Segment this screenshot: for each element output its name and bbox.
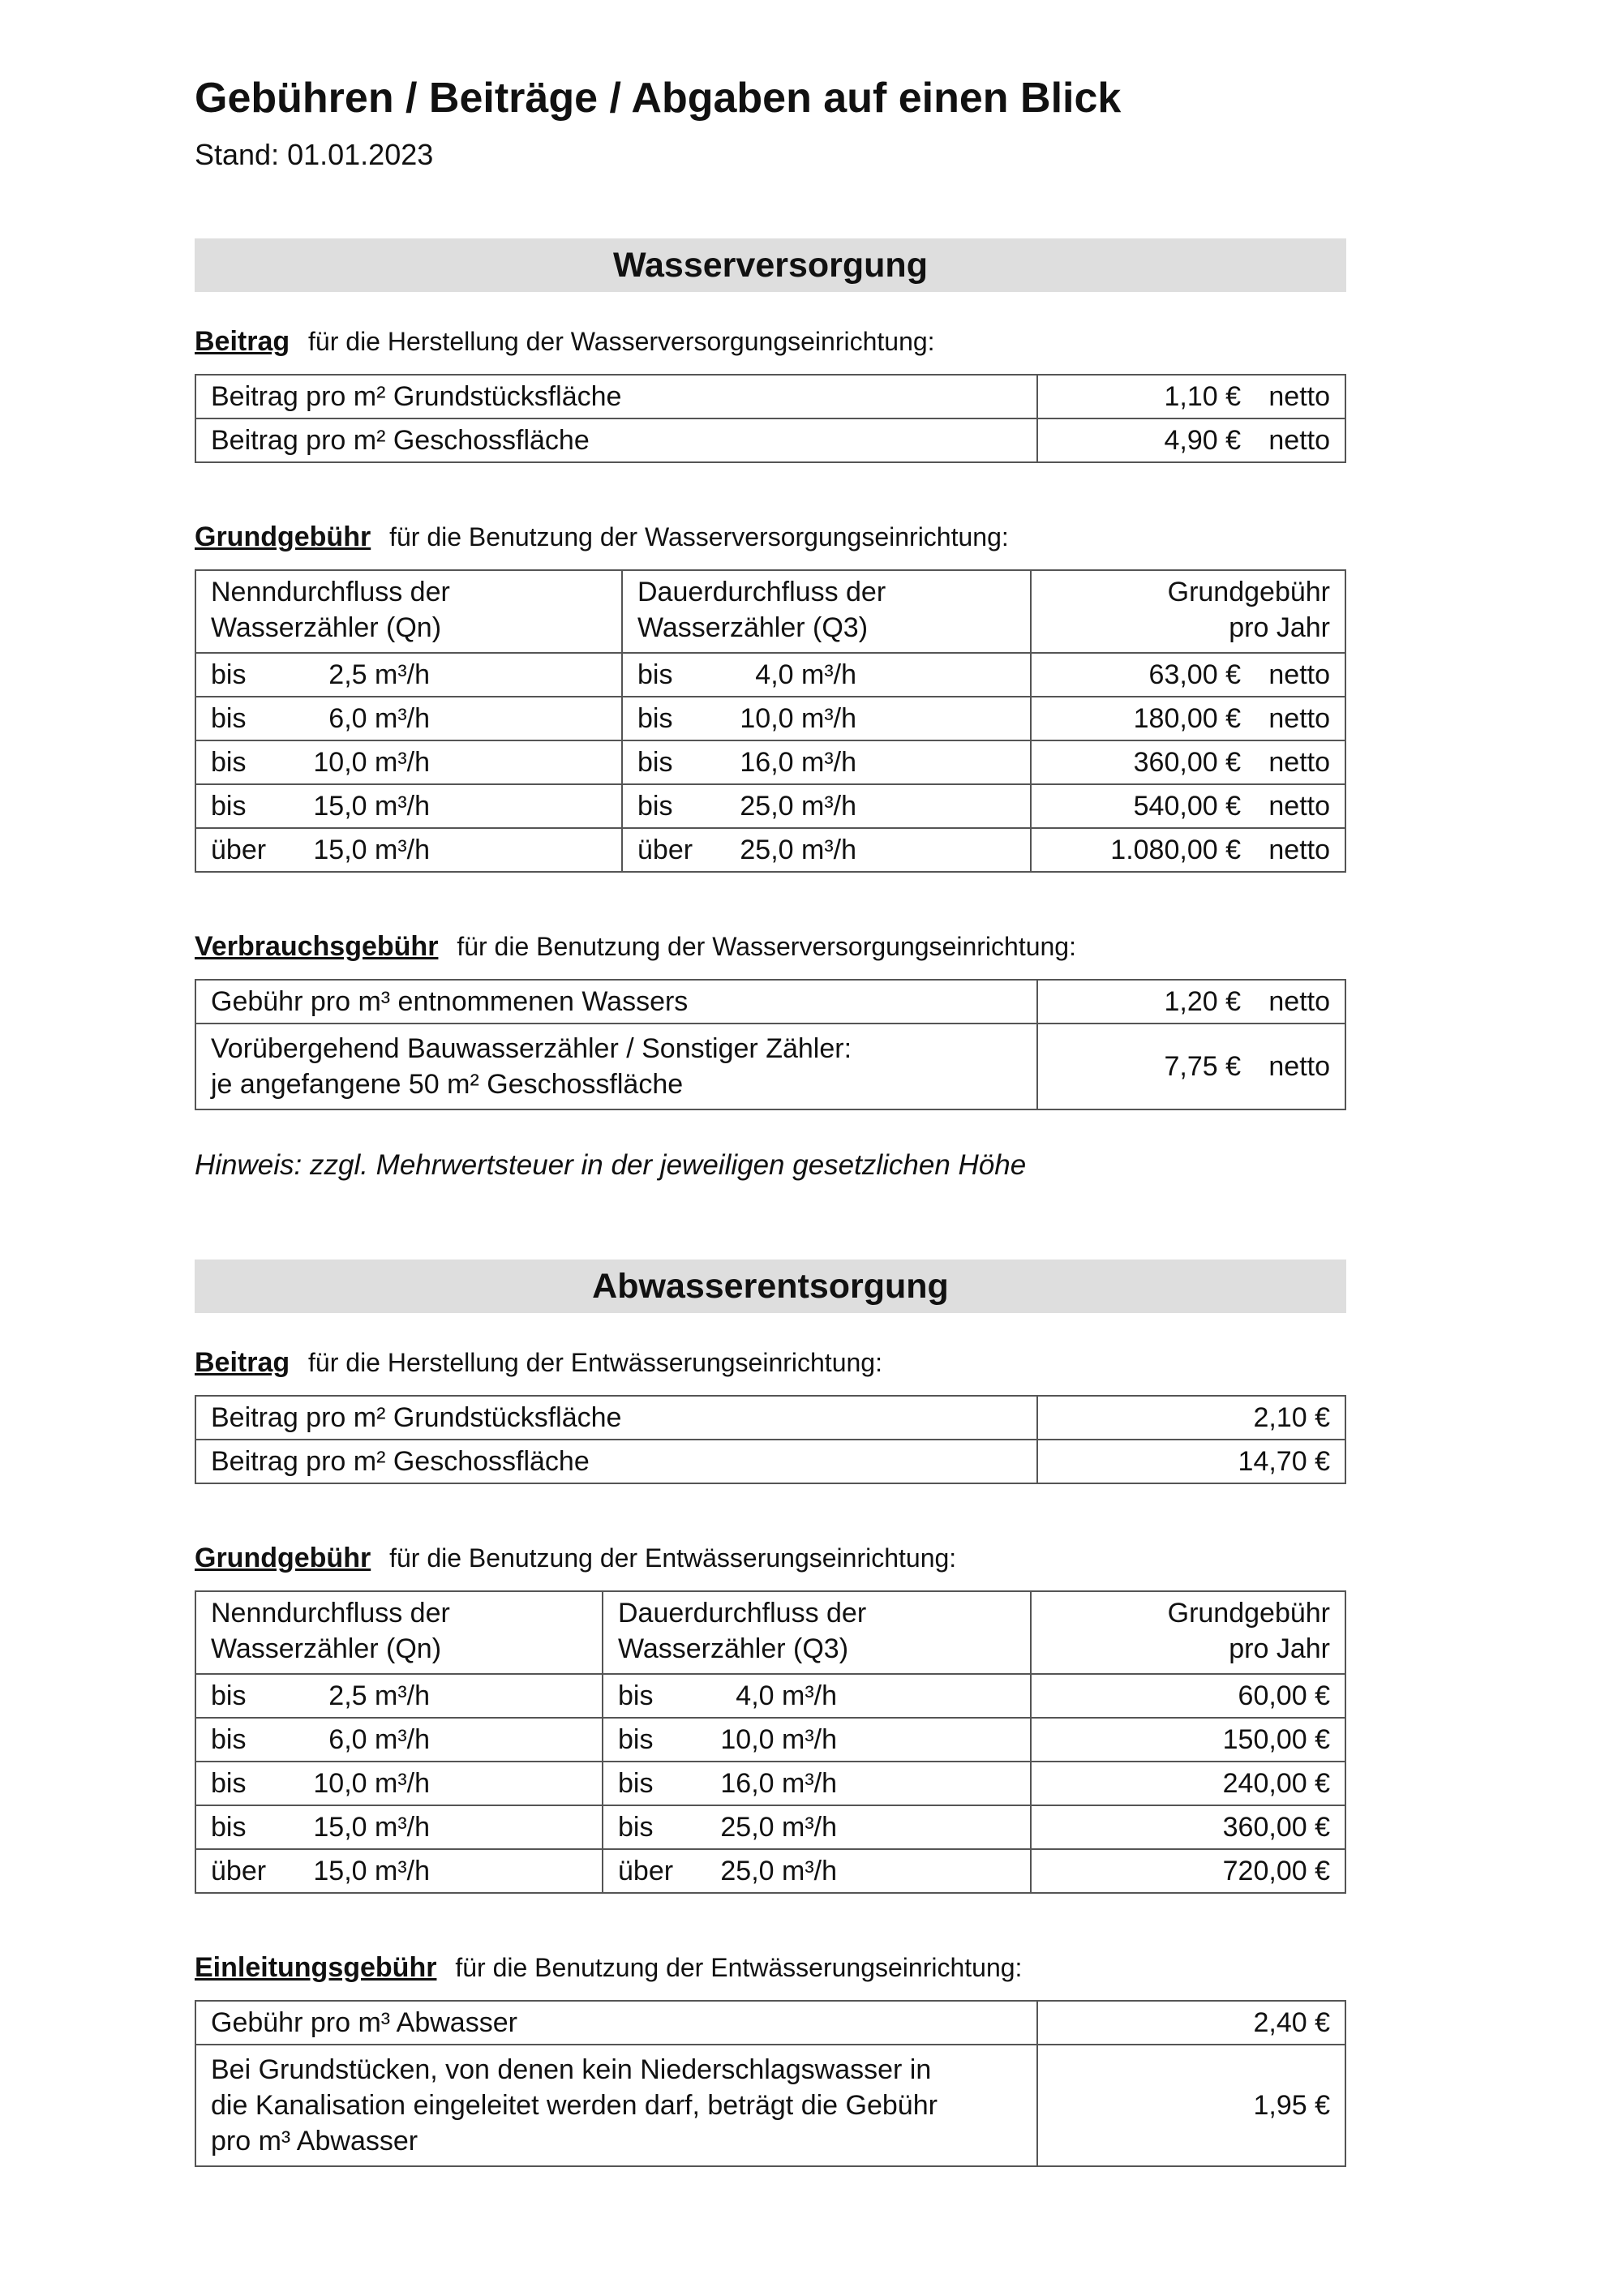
q3-cell — [603, 1762, 1031, 1805]
row-label: Beitrag pro m² Grundstücksfläche — [195, 375, 1037, 418]
water-grund-key: Grundgebühr — [195, 521, 371, 553]
row-amount-cell — [1037, 980, 1345, 1024]
document-page — [195, 73, 1346, 2167]
header-line: Nenndurchfluss der — [211, 1598, 450, 1629]
amount: 150,00 € — [1031, 1718, 1345, 1762]
range-value: 25,0 m³/h — [740, 790, 856, 822]
range-value: 15,0 m³/h — [313, 834, 430, 865]
amount: 240,00 € — [1031, 1762, 1345, 1805]
water-beitrag-key: Beitrag — [195, 326, 290, 358]
range-value: 2,5 m³/h — [328, 659, 430, 690]
range-value: 2,5 m³/h — [328, 1680, 430, 1711]
q3-cell — [622, 828, 1031, 872]
range-word: bis — [618, 1811, 654, 1843]
table-row — [195, 1440, 1345, 1483]
netto-label: netto — [1268, 790, 1330, 822]
range-word: bis — [618, 1723, 654, 1755]
label-line: pro m³ Abwasser — [211, 2126, 418, 2157]
section-heading-abwasserentsorgung: Abwasserentsorgung — [195, 1260, 1346, 1313]
table-row — [195, 980, 1345, 1024]
column-header-grundgebuehr — [1031, 570, 1345, 653]
water-beitrag-intro — [195, 326, 1346, 358]
qn-cell — [195, 697, 622, 740]
range-word: bis — [211, 790, 247, 822]
amount: 60,00 € — [1031, 1674, 1345, 1718]
range-value: 16,0 m³/h — [720, 1767, 837, 1799]
amount: 180,00 € — [1133, 702, 1241, 734]
header-line: Wasserzähler (Q3) — [637, 612, 869, 644]
amount: 1,20 € — [1164, 985, 1241, 1017]
range-word: bis — [211, 702, 247, 734]
table-row — [195, 1762, 1345, 1805]
q3-cell — [603, 1805, 1031, 1849]
amount: 2,10 € — [1037, 1396, 1345, 1440]
label-line: Bei Grundstücken, von denen kein Niederschlagswasser in — [211, 2054, 932, 2086]
sewage-grund-key: Grundgebühr — [195, 1543, 371, 1574]
range-word: bis — [637, 790, 673, 822]
header-line: Wasserzähler (Q3) — [618, 1633, 849, 1665]
page-title: Gebühren / Beiträge / Abgaben auf einen Blick — [195, 75, 1122, 122]
range-word: bis — [637, 746, 673, 778]
amount: 7,75 € — [1164, 1050, 1241, 1082]
header-line: Grundgebühr — [1167, 577, 1330, 608]
q3-cell — [603, 1718, 1031, 1762]
water-verbrauch-intro — [195, 931, 1346, 963]
table-row — [195, 1718, 1345, 1762]
header-line: Wasserzähler (Qn) — [211, 612, 442, 644]
range-value: 6,0 m³/h — [328, 1723, 430, 1755]
range-word: bis — [211, 746, 247, 778]
header-line: pro Jahr — [1229, 1633, 1330, 1665]
header-line: pro Jahr — [1229, 612, 1330, 644]
table-header-row — [195, 1591, 1345, 1674]
table-row — [195, 1805, 1345, 1849]
range-word: bis — [211, 1811, 247, 1843]
qn-cell — [195, 1718, 603, 1762]
range-word: über — [618, 1855, 674, 1886]
range-word: bis — [211, 659, 247, 690]
qn-cell — [195, 1674, 603, 1718]
range-value: 25,0 m³/h — [740, 834, 856, 865]
netto-label: netto — [1268, 985, 1330, 1017]
amount: 720,00 € — [1031, 1849, 1345, 1893]
qn-cell — [195, 740, 622, 784]
row-label: Beitrag pro m² Geschossfläche — [195, 418, 1037, 462]
q3-cell — [622, 784, 1031, 828]
amount: 63,00 € — [1148, 659, 1241, 690]
header-line: Wasserzähler (Qn) — [211, 1633, 442, 1665]
table-row — [195, 1024, 1345, 1109]
range-value: 25,0 m³/h — [720, 1811, 837, 1843]
netto-label: netto — [1268, 834, 1330, 865]
amount: 1,95 € — [1037, 2045, 1345, 2166]
table-row — [195, 2045, 1345, 2166]
range-value: 25,0 m³/h — [720, 1855, 837, 1886]
q3-cell — [622, 740, 1031, 784]
sewage-einleitung-table — [195, 2000, 1346, 2167]
range-value: 6,0 m³/h — [328, 702, 430, 734]
range-word: bis — [618, 1767, 654, 1799]
water-grund-text: für die Benutzung der Wasserversorgungseinrichtung: — [389, 522, 1009, 552]
range-word: bis — [637, 702, 673, 734]
range-word: über — [211, 1855, 267, 1886]
qn-cell — [195, 784, 622, 828]
qn-cell — [195, 1805, 603, 1849]
row-amount-cell — [1031, 697, 1345, 740]
range-value: 15,0 m³/h — [313, 790, 430, 822]
table-row — [195, 1396, 1345, 1440]
row-label: Gebühr pro m³ Abwasser — [195, 2001, 1037, 2045]
amount: 360,00 € — [1031, 1805, 1345, 1849]
sewage-einleitung-intro — [195, 1952, 1346, 1984]
water-beitrag-table — [195, 374, 1346, 463]
table-row — [195, 784, 1345, 828]
amount: 1.080,00 € — [1110, 834, 1241, 865]
row-label — [195, 2045, 1037, 2166]
amount: 540,00 € — [1133, 790, 1241, 822]
sewage-grund-text: für die Benutzung der Entwässerungseinrichtung: — [389, 1543, 957, 1573]
range-word: bis — [211, 1767, 247, 1799]
row-label: Beitrag pro m² Geschossfläche — [195, 1440, 1037, 1483]
amount: 2,40 € — [1037, 2001, 1345, 2045]
label-line: die Kanalisation eingeleitet werden darf, beträgt die Gebühr — [211, 2090, 938, 2122]
range-word: bis — [618, 1680, 654, 1711]
range-word: über — [637, 834, 693, 865]
column-header-q3 — [603, 1591, 1031, 1674]
range-value: 15,0 m³/h — [313, 1855, 430, 1886]
row-amount-cell — [1031, 740, 1345, 784]
table-row — [195, 2001, 1345, 2045]
sewage-einleitung-key: Einleitungsgebühr — [195, 1952, 437, 1984]
sewage-beitrag-intro — [195, 1347, 1346, 1379]
sewage-grund-table — [195, 1590, 1346, 1894]
table-row — [195, 1849, 1345, 1893]
header-line: Dauerdurchfluss der — [618, 1598, 867, 1629]
range-word: bis — [211, 1723, 247, 1755]
sewage-beitrag-text: für die Herstellung der Entwässerungseinrichtung: — [308, 1348, 882, 1378]
column-header-q3 — [622, 570, 1031, 653]
header-line: Dauerdurchfluss der — [637, 577, 886, 608]
row-amount-cell — [1031, 784, 1345, 828]
range-value: 10,0 m³/h — [720, 1723, 837, 1755]
row-amount-cell — [1031, 828, 1345, 872]
table-row — [195, 1674, 1345, 1718]
amount: 14,70 € — [1037, 1440, 1345, 1483]
sewage-einleitung-text: für die Benutzung der Entwässerungseinrichtung: — [455, 1953, 1023, 1983]
water-grund-table — [195, 569, 1346, 873]
range-value: 10,0 m³/h — [313, 1767, 430, 1799]
label-line: je angefangene 50 m² Geschossfläche — [211, 1069, 684, 1101]
header-line: Grundgebühr — [1167, 1598, 1330, 1629]
section-heading-wasserversorgung: Wasserversorgung — [195, 238, 1346, 292]
water-beitrag-text: für die Herstellung der Wasserversorgungseinrichtung: — [308, 327, 935, 357]
range-value: 4,0 m³/h — [736, 1680, 837, 1711]
row-label: Beitrag pro m² Grundstücksfläche — [195, 1396, 1037, 1440]
netto-label: netto — [1268, 380, 1330, 412]
netto-label: netto — [1268, 659, 1330, 690]
table-row — [195, 418, 1345, 462]
range-value: 10,0 m³/h — [740, 702, 856, 734]
table-row — [195, 828, 1345, 872]
row-amount-cell — [1037, 375, 1345, 418]
table-header-row — [195, 570, 1345, 653]
amount: 360,00 € — [1133, 746, 1241, 778]
column-header-grundgebuehr — [1031, 1591, 1345, 1674]
range-value: 15,0 m³/h — [313, 1811, 430, 1843]
qn-cell — [195, 1849, 603, 1893]
water-verbrauch-key: Verbrauchsgebühr — [195, 931, 439, 963]
table-row — [195, 375, 1345, 418]
water-grund-intro — [195, 521, 1346, 553]
netto-label: netto — [1268, 1050, 1330, 1082]
header-line: Nenndurchfluss der — [211, 577, 450, 608]
range-value: 16,0 m³/h — [740, 746, 856, 778]
sewage-beitrag-key: Beitrag — [195, 1347, 290, 1379]
range-word: bis — [211, 1680, 247, 1711]
range-word: über — [211, 834, 267, 865]
row-label — [195, 1024, 1037, 1109]
range-value: 10,0 m³/h — [313, 746, 430, 778]
row-amount-cell — [1037, 418, 1345, 462]
water-verbrauch-text: für die Benutzung der Wasserversorgungseinrichtung: — [457, 932, 1076, 962]
amount: 1,10 € — [1164, 380, 1241, 412]
netto-label: netto — [1268, 424, 1330, 456]
range-value: 4,0 m³/h — [755, 659, 856, 690]
sewage-grund-intro — [195, 1543, 1346, 1574]
date-stand: Stand: 01.01.2023 — [195, 138, 434, 172]
qn-cell — [195, 828, 622, 872]
table-row — [195, 697, 1345, 740]
qn-cell — [195, 1762, 603, 1805]
q3-cell — [603, 1674, 1031, 1718]
amount: 4,90 € — [1164, 424, 1241, 456]
table-row — [195, 740, 1345, 784]
vat-note: Hinweis: zzgl. Mehrwertsteuer in der jeweiligen gesetzlichen Höhe — [195, 1149, 1027, 1182]
table-row — [195, 653, 1345, 697]
column-header-qn — [195, 570, 622, 653]
water-verbrauch-table — [195, 979, 1346, 1110]
row-amount-cell — [1037, 1024, 1345, 1109]
netto-label: netto — [1268, 702, 1330, 734]
label-line: Vorübergehend Bauwasserzähler / Sonstiger Zähler: — [211, 1033, 852, 1065]
netto-label: netto — [1268, 746, 1330, 778]
range-word: bis — [637, 659, 673, 690]
q3-cell — [622, 653, 1031, 697]
row-amount-cell — [1031, 653, 1345, 697]
column-header-qn — [195, 1591, 603, 1674]
qn-cell — [195, 653, 622, 697]
row-label: Gebühr pro m³ entnommenen Wassers — [195, 980, 1037, 1024]
q3-cell — [603, 1849, 1031, 1893]
sewage-beitrag-table — [195, 1395, 1346, 1484]
q3-cell — [622, 697, 1031, 740]
